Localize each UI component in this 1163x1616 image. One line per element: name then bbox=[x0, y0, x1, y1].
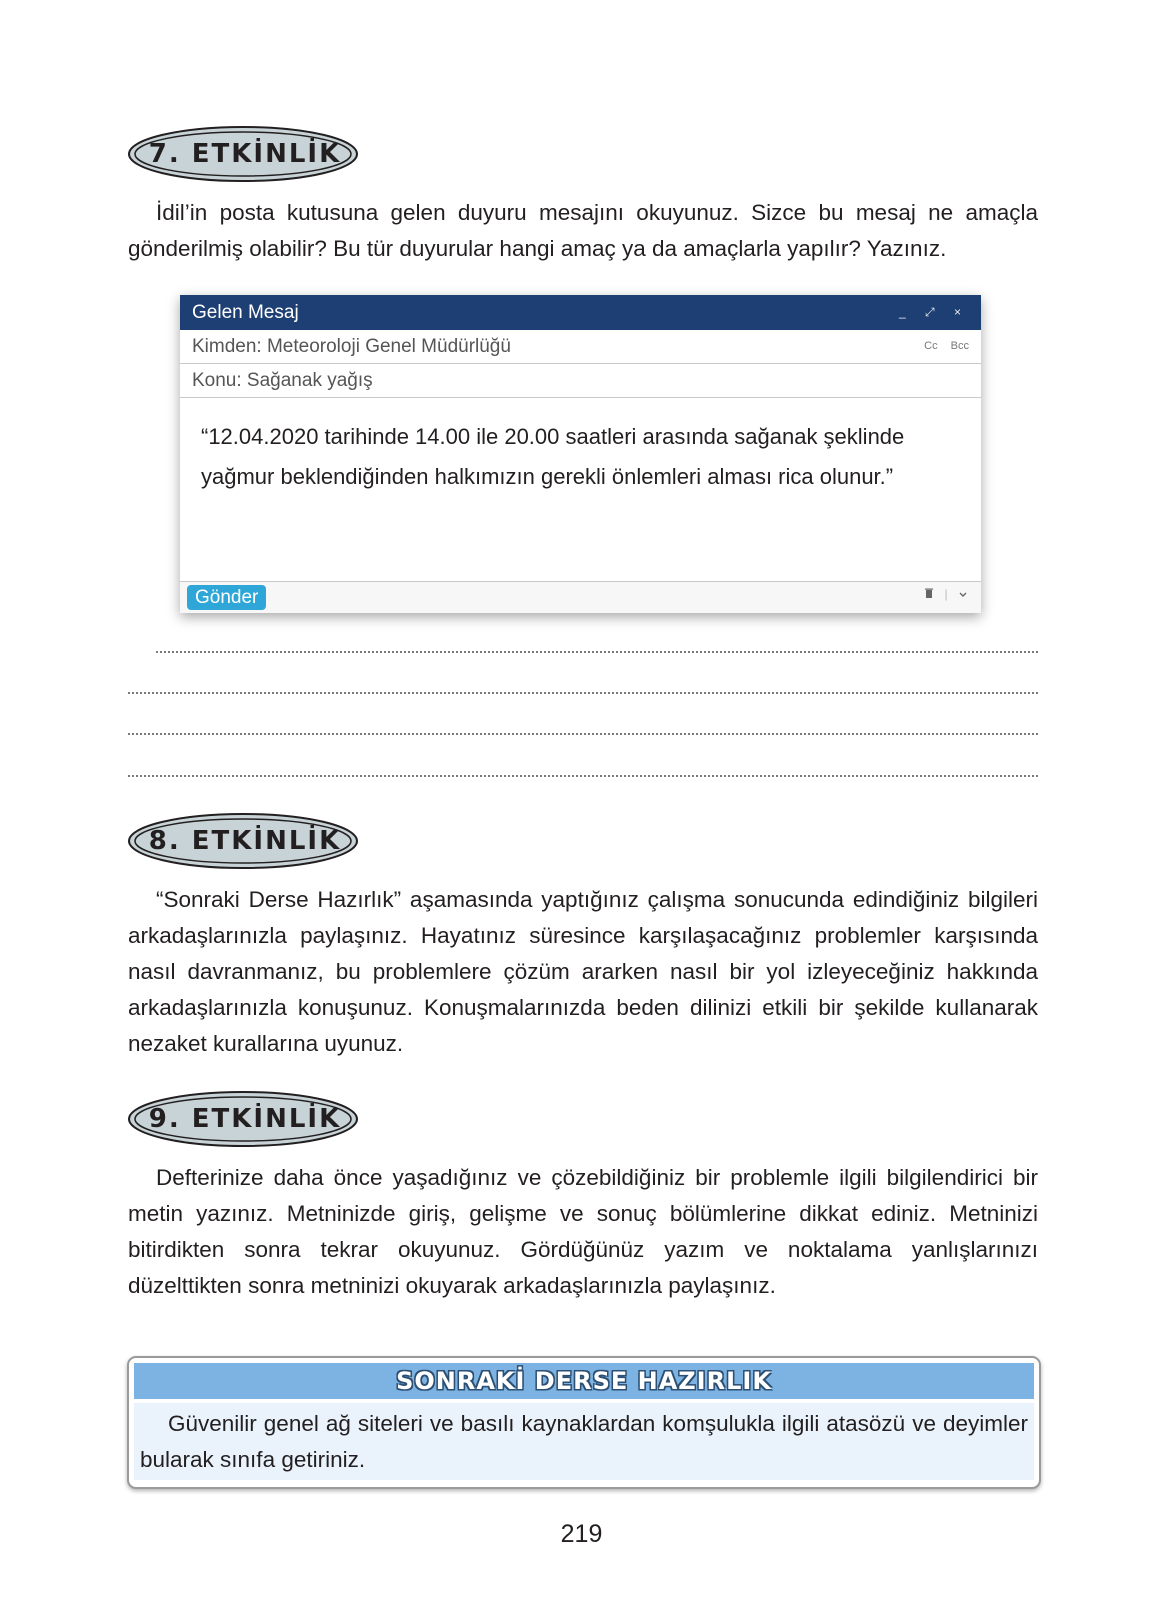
cc-bcc-links bbox=[914, 330, 969, 363]
activity-7-text: İdil’in posta kutusuna gelen duyuru mesajını okuyunuz. Sizce bu mesaj ne amaçla gönderilmiş olabilir? Bu tür duyurular hangi amaç ya da amaçlarla yapılır? Yazınız. bbox=[128, 200, 1038, 261]
email-footer bbox=[180, 581, 981, 613]
dropdown-icon[interactable] bbox=[959, 587, 967, 601]
cc-link[interactable]: Cc bbox=[924, 340, 938, 352]
activity-9-badge bbox=[126, 1089, 364, 1149]
activity-8-title: 8. ETKİNLİK bbox=[148, 826, 342, 856]
bcc-link[interactable]: Bcc bbox=[950, 340, 969, 352]
trash-icon[interactable] bbox=[925, 587, 936, 601]
prep-body: Güvenilir genel ağ siteleri ve basılı kaynaklardan komşulukla ilgili atasözü ve deyimler bularak sınıfa getiriniz. bbox=[134, 1403, 1034, 1480]
email-header bbox=[180, 295, 981, 330]
answer-line-2[interactable] bbox=[128, 692, 1038, 694]
answer-line-4[interactable] bbox=[128, 775, 1038, 777]
footer-divider: | bbox=[944, 587, 948, 601]
activity-7-badge bbox=[126, 124, 364, 184]
activity-9-title: 9. ETKİNLİK bbox=[148, 1104, 342, 1134]
email-subject-row bbox=[180, 364, 981, 398]
email-from-row bbox=[180, 330, 981, 364]
send-button[interactable]: Gönder bbox=[187, 585, 266, 610]
activity-8-text: “Sonraki Derse Hazırlık” aşamasında yaptığınız çalışma sonucunda edindiğiniz bilgileri arkadaşlarınızla paylaşınız. Hayatınız süresince karşılaşacağınız problemler karşısında nasıl davranmanız, bu problemlere çözüm ararken nasıl bir yol izleyeceğiniz hakkında arkadaşlarınızla konuşunuz. Konuşmalarınızda beden dilinizi etkili bir şekilde kullanarak nezaket kurallarına uyunuz. bbox=[128, 887, 1038, 1056]
email-body: “12.04.2020 tarihinde 14.00 ile 20.00 saatleri arasında sağanak şeklinde yağmur beklendiğinden halkımızın gerekli önlemleri alması rica olunur.” bbox=[201, 424, 905, 489]
activity-8-badge bbox=[126, 811, 364, 871]
prep-title: SONRAKİ DERSE HAZIRLIK bbox=[134, 1363, 1034, 1399]
email-subject: Konu: Sağanak yağış bbox=[192, 370, 373, 391]
email-window bbox=[180, 295, 981, 613]
answer-line-3[interactable] bbox=[128, 733, 1038, 735]
answer-line-1[interactable] bbox=[156, 651, 1038, 653]
email-window-title: Gelen Mesaj bbox=[192, 302, 299, 323]
window-controls-icon[interactable]: _ ⤢ × bbox=[899, 305, 969, 319]
email-from: Kimden: Meteoroloji Genel Müdürlüğü bbox=[192, 336, 511, 357]
footer-icons bbox=[917, 587, 967, 601]
page-number: 219 bbox=[560, 1520, 603, 1548]
activity-7-title: 7. ETKİNLİK bbox=[148, 139, 342, 169]
activity-9-text: Defterinize daha önce yaşadığınız ve çözebildiğiniz bir problemle ilgili bilgilendirici bir metin yazınız. Metninizde giriş, gelişme ve sonuç bölümlerine dikkat ediniz. Metninizi bitirdikten sonra tekrar okuyunuz. Gördüğünüz yazım ve noktalama yanlışlarınızı düzelttikten sonra metninizi okuyarak arkadaşlarınızla paylaşınız. bbox=[128, 1165, 1038, 1298]
next-lesson-prep-box bbox=[127, 1356, 1041, 1489]
